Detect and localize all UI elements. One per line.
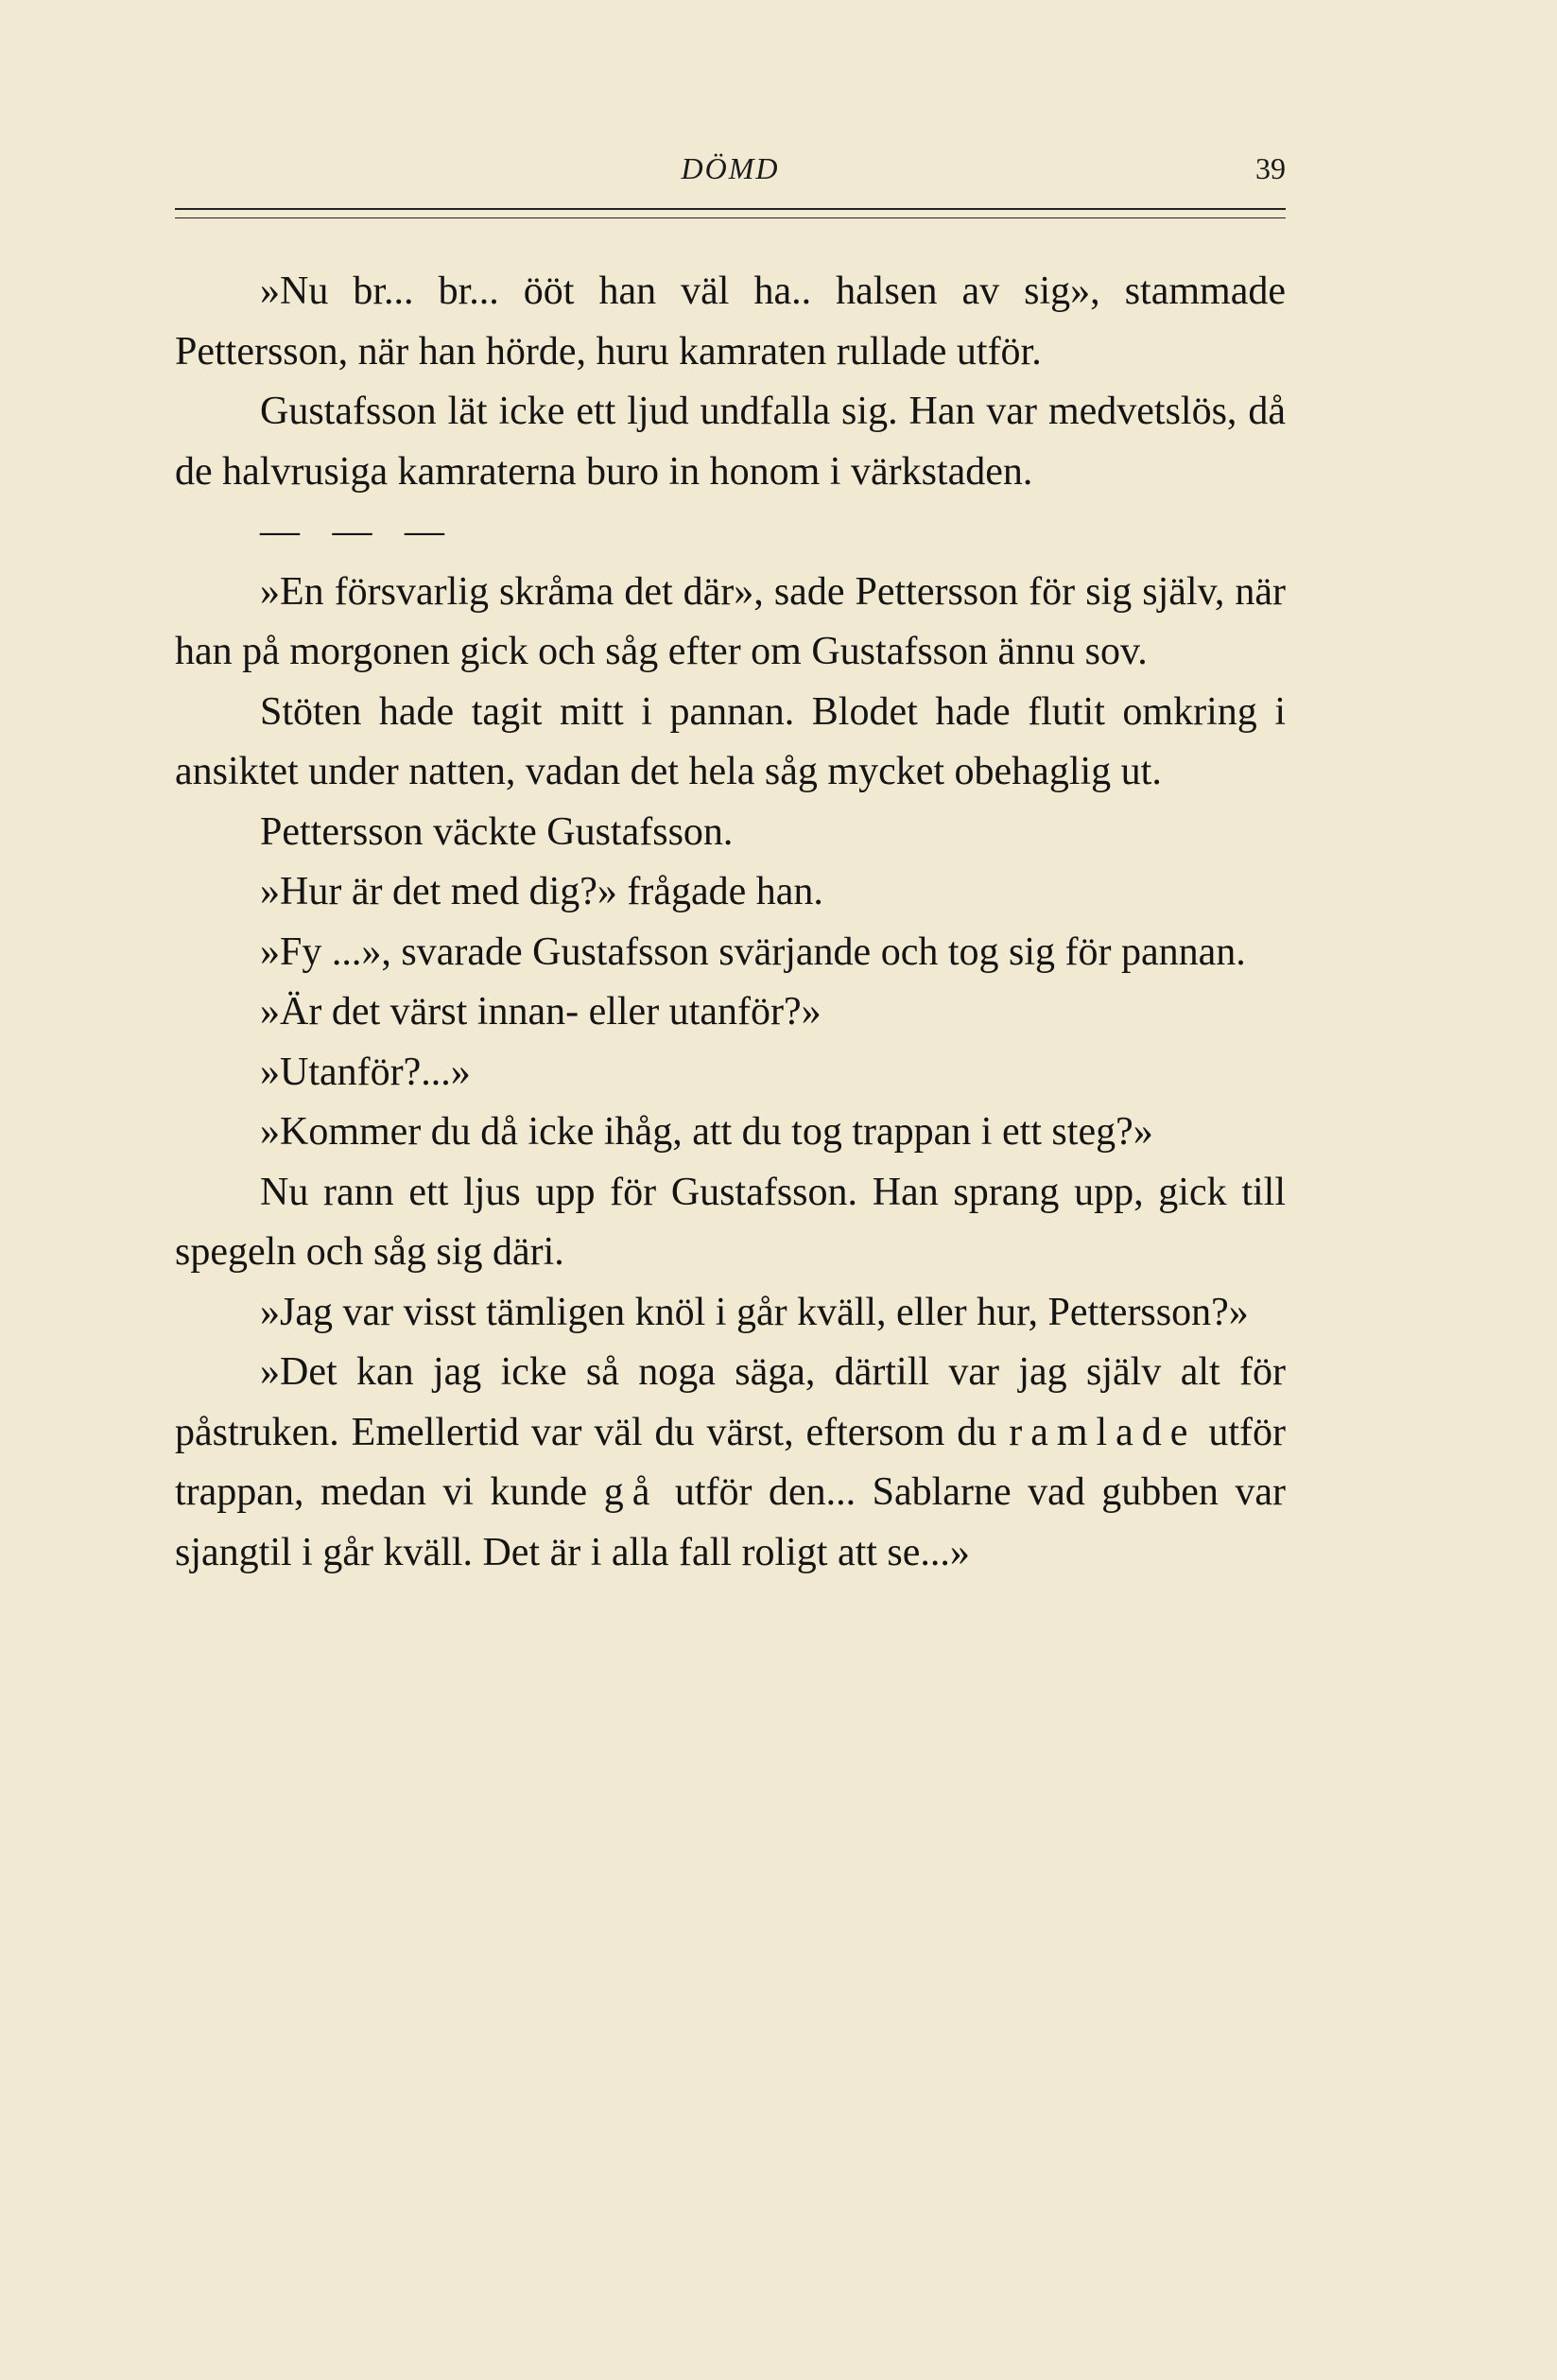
paragraph: Stöten hade tagit mitt i pannan. Blodet hade flutit omkring i ansiktet under natten, vadan det hela såg mycket obehaglig ut. bbox=[175, 689, 1286, 793]
paragraph: »Kommer du då icke ihåg, att du tog trappan i ett steg?» bbox=[260, 1110, 1153, 1154]
last-paragraph bbox=[175, 1343, 1286, 1583]
page-number: 39 bbox=[1255, 151, 1286, 185]
paragraph: Pettersson väckte Gustafsson. bbox=[260, 809, 734, 854]
running-title: DÖMD bbox=[681, 151, 780, 185]
header-rule-thick bbox=[175, 208, 1286, 210]
text-run: utför trappan, medan vi kunde bbox=[175, 1410, 1286, 1514]
body-text bbox=[175, 262, 1286, 1583]
paragraph: »Jag var visst tämligen knöl i går kväll, eller hur, Pettersson?» bbox=[260, 1290, 1249, 1334]
paragraph: »Fy ...», svarade Gustafsson svärjande och tog sig för pannan. bbox=[260, 929, 1246, 974]
paragraph: Nu rann ett ljus upp för Gustafsson. Han sprang upp, gick till spegeln och såg sig däri. bbox=[175, 1170, 1286, 1274]
header-rule-thin bbox=[175, 217, 1286, 218]
paragraph: »Hur är det med dig?» frågade han. bbox=[260, 870, 823, 913]
paragraph: »Nu br... br... ööt han väl ha.. halsen av sig», stammade Pettersson, när han hörde, huru kamraten rullade utför. bbox=[175, 269, 1286, 374]
paragraph: »En försvarlig skråma det där», sade Pettersson för sig själv, när han på morgonen gick och såg efter om Gustafsson ännu sov. bbox=[175, 569, 1286, 673]
paragraph: »Utanför?...» bbox=[260, 1050, 471, 1094]
paragraph: »Är det värst innan- eller utanför?» bbox=[260, 990, 822, 1034]
text-run: »Det kan jag icke så noga säga, därtill var jag själv alt för påstruken. Emellertid var väl du värst, eftersom du bbox=[175, 1350, 1286, 1454]
section-separator: — — — bbox=[260, 510, 456, 553]
emphasized-word: ramlade bbox=[1009, 1410, 1197, 1454]
page-header bbox=[175, 151, 1286, 189]
text-run: utför den... Sablarne vad gubben var sjangtil i går kväll. Det är i alla fall roligt att se...» bbox=[175, 1470, 1286, 1574]
paragraph: Gustafsson lät icke ett ljud undfalla sig. Han var medvetslös, då de halvrusiga kamraterna buro in honom i värkstaden. bbox=[175, 390, 1286, 494]
emphasized-word: gå bbox=[603, 1470, 659, 1514]
